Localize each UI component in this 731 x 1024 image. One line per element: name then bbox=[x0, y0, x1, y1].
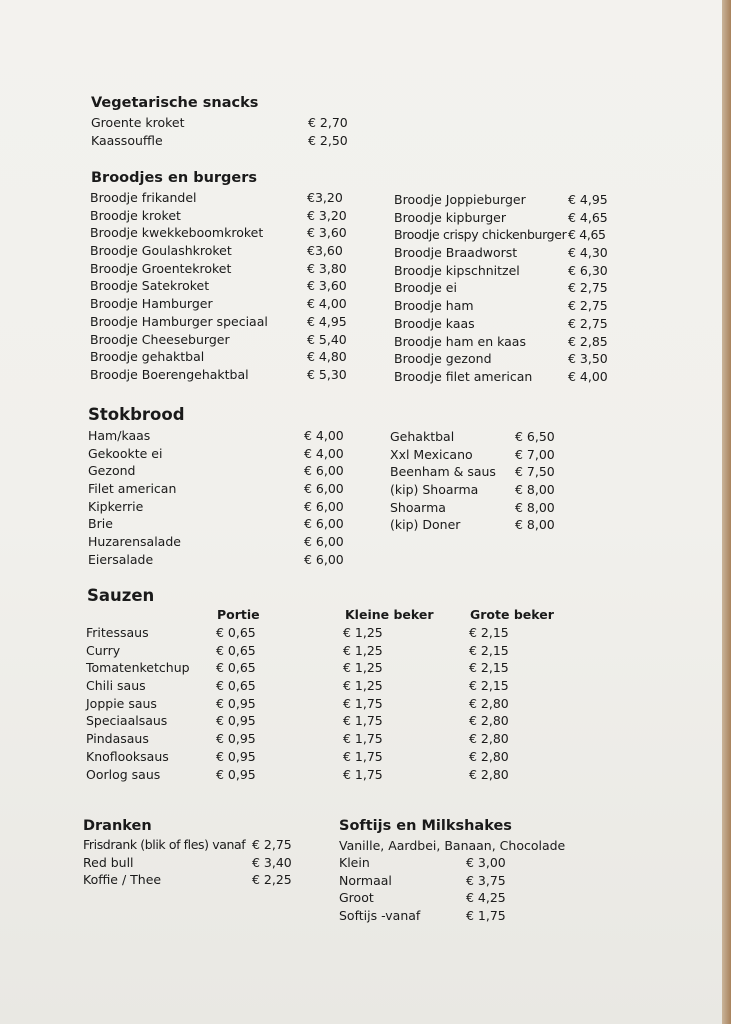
menu-item bbox=[394, 298, 614, 316]
table-edge bbox=[722, 0, 731, 1024]
price-kleine-beker: € 1,75 bbox=[343, 766, 383, 782]
table-row bbox=[86, 749, 526, 767]
menu-item bbox=[88, 499, 358, 517]
item-price: € 3,80 bbox=[307, 260, 347, 276]
price-portie: € 0,65 bbox=[216, 678, 256, 694]
price-grote-beker: € 2,15 bbox=[469, 625, 509, 640]
menu-item bbox=[390, 482, 590, 500]
item-price: € 2,75 bbox=[252, 837, 292, 852]
item-price: €3,60 bbox=[307, 243, 343, 259]
price-portie: € 0,95 bbox=[216, 748, 256, 764]
menu-item bbox=[91, 133, 361, 151]
item-name: Kipkerrie bbox=[88, 498, 144, 514]
menu-item bbox=[90, 278, 360, 296]
price-kleine-beker: € 1,25 bbox=[343, 678, 383, 694]
sauce-name: Curry bbox=[86, 642, 121, 658]
menu-item bbox=[394, 245, 614, 263]
price-kleine-beker: € 1,25 bbox=[343, 660, 383, 676]
item-name: Broodje Cheeseburger bbox=[90, 331, 230, 347]
price-kleine-beker: € 1,75 bbox=[343, 695, 383, 711]
item-price: € 2,75 bbox=[568, 280, 608, 296]
item-name: Broodje ham bbox=[394, 298, 474, 314]
price-kleine-beker: € 1,75 bbox=[343, 748, 383, 764]
sauce-name: Fritessaus bbox=[86, 625, 149, 640]
price-portie: € 0,65 bbox=[216, 625, 256, 640]
menu-item bbox=[90, 190, 360, 208]
price-portie: € 0,65 bbox=[216, 660, 256, 676]
menu-item bbox=[90, 367, 360, 385]
softijs-title: Softijs en Milkshakes bbox=[339, 818, 512, 834]
dranken-title: Dranken bbox=[83, 818, 152, 834]
table-row bbox=[86, 767, 526, 785]
item-name: Broodje gezond bbox=[394, 351, 492, 367]
item-price: € 2,85 bbox=[568, 333, 608, 349]
menu-item bbox=[339, 873, 539, 891]
item-price: € 8,00 bbox=[515, 517, 555, 533]
item-name: Ham/kaas bbox=[88, 428, 151, 443]
item-name: Xxl Mexicano bbox=[390, 446, 473, 462]
price-grote-beker: € 2,15 bbox=[469, 660, 509, 676]
veg-title: Vegetarische snacks bbox=[91, 95, 259, 111]
menu-item bbox=[90, 314, 360, 332]
menu-item bbox=[390, 517, 590, 535]
price-kleine-beker: € 1,75 bbox=[343, 713, 383, 729]
menu-item bbox=[88, 516, 358, 534]
item-name: Kaassouffle bbox=[91, 132, 163, 148]
item-price: € 3,40 bbox=[252, 854, 292, 870]
stokbrood-title: Stokbrood bbox=[88, 405, 185, 424]
item-name: Shoarma bbox=[390, 499, 446, 515]
menu-item bbox=[394, 334, 614, 352]
menu-item bbox=[390, 447, 590, 465]
menu-item bbox=[88, 428, 358, 446]
broodjes-left-list bbox=[90, 190, 360, 385]
item-price: € 4,65 bbox=[568, 209, 608, 225]
menu-item bbox=[90, 225, 360, 243]
sauce-name: Knoflooksaus bbox=[86, 748, 169, 764]
sauce-name: Joppie saus bbox=[86, 695, 157, 711]
item-price: € 6,00 bbox=[304, 516, 344, 532]
item-price: € 2,50 bbox=[308, 132, 348, 148]
menu-item bbox=[88, 481, 358, 499]
price-grote-beker: € 2,80 bbox=[469, 731, 509, 747]
menu-item bbox=[394, 210, 614, 228]
item-name: Broodje Braadworst bbox=[394, 245, 518, 261]
price-grote-beker: € 2,80 bbox=[469, 713, 509, 729]
item-price: € 7,00 bbox=[515, 446, 555, 462]
item-price: € 2,25 bbox=[252, 872, 292, 888]
item-price: € 2,75 bbox=[568, 315, 608, 331]
item-price: € 4,95 bbox=[568, 192, 608, 207]
item-price: € 3,50 bbox=[568, 351, 608, 367]
item-price: € 4,00 bbox=[307, 296, 347, 312]
menu-item bbox=[394, 369, 614, 387]
price-portie: € 0,95 bbox=[216, 695, 256, 711]
item-name: Broodje frikandel bbox=[90, 190, 197, 205]
item-name: Koffie / Thee bbox=[83, 872, 162, 888]
item-price: € 6,00 bbox=[304, 534, 344, 550]
item-name: Broodje Joppieburger bbox=[394, 192, 526, 207]
item-price: € 3,20 bbox=[307, 207, 347, 223]
price-kleine-beker: € 1,25 bbox=[343, 642, 383, 658]
item-name: Red bull bbox=[83, 854, 134, 870]
item-price: € 8,00 bbox=[515, 482, 555, 498]
menu-item bbox=[90, 296, 360, 314]
sauzen-title: Sauzen bbox=[87, 586, 155, 605]
price-grote-beker: € 2,80 bbox=[469, 766, 509, 782]
item-name: Broodje kipschnitzel bbox=[394, 262, 520, 278]
item-name: (kip) Doner bbox=[390, 517, 461, 533]
sauce-name: Chili saus bbox=[86, 678, 146, 694]
menu-item bbox=[394, 227, 614, 245]
item-price: € 6,30 bbox=[568, 262, 608, 278]
menu-item bbox=[90, 243, 360, 261]
item-name: Broodje kipburger bbox=[394, 209, 506, 225]
price-kleine-beker: € 1,75 bbox=[343, 731, 383, 747]
price-kleine-beker: € 1,25 bbox=[343, 625, 383, 640]
menu-item bbox=[83, 872, 313, 890]
item-name: (kip) Shoarma bbox=[390, 482, 479, 498]
menu-item bbox=[390, 464, 590, 482]
item-name: Softijs -vanaf bbox=[339, 908, 421, 924]
table-row bbox=[86, 696, 526, 714]
col-header-portie: Portie bbox=[217, 607, 260, 622]
item-price: € 4,80 bbox=[307, 349, 347, 365]
item-price: € 3,60 bbox=[307, 278, 347, 294]
item-name: Broodje crispy chickenburger bbox=[394, 227, 567, 243]
item-price: € 6,00 bbox=[304, 551, 344, 567]
item-price: € 6,50 bbox=[515, 429, 555, 444]
menu-item bbox=[390, 429, 590, 447]
item-name: Broodje gehaktbal bbox=[90, 349, 205, 365]
item-price: € 3,75 bbox=[466, 872, 506, 888]
menu-item bbox=[394, 316, 614, 334]
menu-item bbox=[91, 115, 361, 133]
item-name: Broodje Goulashkroket bbox=[90, 243, 232, 259]
item-price: € 5,40 bbox=[307, 331, 347, 347]
softijs-flavours: Vanille, Aardbei, Banaan, Chocolade bbox=[339, 838, 566, 853]
menu-item bbox=[394, 351, 614, 369]
dranken-list bbox=[83, 837, 313, 890]
item-name: Broodje ham en kaas bbox=[394, 333, 526, 349]
item-name: Broodje Groentekroket bbox=[90, 260, 232, 276]
item-name: Filet american bbox=[88, 481, 177, 497]
item-name: Broodje kwekkeboomkroket bbox=[90, 225, 264, 241]
table-row bbox=[86, 678, 526, 696]
item-name: Beenham & saus bbox=[390, 464, 496, 480]
table-row bbox=[86, 625, 526, 643]
table-row bbox=[86, 713, 526, 731]
menu-item bbox=[394, 280, 614, 298]
sauce-name: Oorlog saus bbox=[86, 766, 161, 782]
table-row bbox=[86, 660, 526, 678]
menu-item bbox=[83, 837, 313, 855]
item-price: € 8,00 bbox=[515, 499, 555, 515]
item-name: Normaal bbox=[339, 872, 392, 888]
item-name: Broodje Satekroket bbox=[90, 278, 210, 294]
item-name: Broodje Hamburger speciaal bbox=[90, 313, 268, 329]
item-price: € 6,00 bbox=[304, 498, 344, 514]
menu-item bbox=[339, 890, 539, 908]
item-name: Broodje filet american bbox=[394, 368, 533, 384]
sauce-name: Pindasaus bbox=[86, 731, 149, 747]
price-portie: € 0,65 bbox=[216, 642, 256, 658]
item-price: € 2,70 bbox=[308, 115, 348, 130]
item-name: Frisdrank (blik of fles) vanaf bbox=[83, 837, 246, 852]
item-price: € 7,50 bbox=[515, 464, 555, 480]
item-price: € 4,25 bbox=[466, 890, 506, 906]
stokbrood-left-list bbox=[88, 428, 358, 570]
price-grote-beker: € 2,15 bbox=[469, 642, 509, 658]
col-header-kleine-beker: Kleine beker bbox=[345, 607, 434, 622]
price-grote-beker: € 2,80 bbox=[469, 695, 509, 711]
item-price: € 4,00 bbox=[568, 368, 608, 384]
price-grote-beker: € 2,15 bbox=[469, 678, 509, 694]
menu-item bbox=[390, 500, 590, 518]
item-price: € 2,75 bbox=[568, 298, 608, 314]
item-name: Groot bbox=[339, 890, 374, 906]
menu-item bbox=[90, 261, 360, 279]
item-name: Gekookte ei bbox=[88, 445, 163, 461]
table-row bbox=[86, 643, 526, 661]
item-name: Groente kroket bbox=[91, 115, 185, 130]
menu-item bbox=[394, 192, 614, 210]
item-price: € 6,00 bbox=[304, 481, 344, 497]
softijs-list bbox=[339, 855, 539, 926]
item-name: Broodje Boerengehaktbal bbox=[90, 366, 249, 382]
broodjes-title: Broodjes en burgers bbox=[91, 170, 258, 186]
sauzen-table bbox=[86, 625, 526, 784]
menu-item bbox=[88, 552, 358, 570]
menu-item bbox=[339, 855, 539, 873]
menu-item bbox=[90, 332, 360, 350]
item-price: € 4,95 bbox=[307, 313, 347, 329]
item-price: € 4,00 bbox=[304, 428, 344, 443]
item-price: € 5,30 bbox=[307, 366, 347, 382]
table-row bbox=[86, 731, 526, 749]
item-name: Eiersalade bbox=[88, 551, 154, 567]
item-price: € 3,00 bbox=[466, 855, 506, 870]
sauce-name: Speciaalsaus bbox=[86, 713, 168, 729]
item-name: Gehaktbal bbox=[390, 429, 455, 444]
item-price: €3,20 bbox=[307, 190, 343, 205]
price-portie: € 0,95 bbox=[216, 766, 256, 782]
item-name: Brie bbox=[88, 516, 113, 532]
price-portie: € 0,95 bbox=[216, 713, 256, 729]
menu-item bbox=[90, 349, 360, 367]
menu-item bbox=[88, 463, 358, 481]
item-name: Broodje Hamburger bbox=[90, 296, 213, 312]
item-price: € 6,00 bbox=[304, 463, 344, 479]
item-price: € 4,65 bbox=[568, 227, 606, 243]
menu-item bbox=[88, 534, 358, 552]
item-price: € 1,75 bbox=[466, 908, 506, 924]
item-price: € 4,00 bbox=[304, 445, 344, 461]
sauce-name: Tomatenketchup bbox=[86, 660, 190, 676]
col-header-grote-beker: Grote beker bbox=[470, 607, 554, 622]
item-name: Broodje kroket bbox=[90, 207, 181, 223]
item-name: Huzarensalade bbox=[88, 534, 181, 550]
item-name: Broodje kaas bbox=[394, 315, 475, 331]
menu-item bbox=[394, 263, 614, 281]
price-grote-beker: € 2,80 bbox=[469, 748, 509, 764]
item-name: Broodje ei bbox=[394, 280, 457, 296]
price-portie: € 0,95 bbox=[216, 731, 256, 747]
item-price: € 3,60 bbox=[307, 225, 347, 241]
broodjes-right-list bbox=[394, 192, 614, 387]
menu-item bbox=[90, 208, 360, 226]
item-name: Klein bbox=[339, 855, 370, 870]
menu-item bbox=[88, 446, 358, 464]
item-price: € 4,30 bbox=[568, 245, 608, 261]
menu-item bbox=[83, 855, 313, 873]
veg-list bbox=[91, 115, 361, 150]
menu-item bbox=[339, 908, 539, 926]
item-name: Gezond bbox=[88, 463, 136, 479]
stokbrood-right-list bbox=[390, 429, 590, 535]
